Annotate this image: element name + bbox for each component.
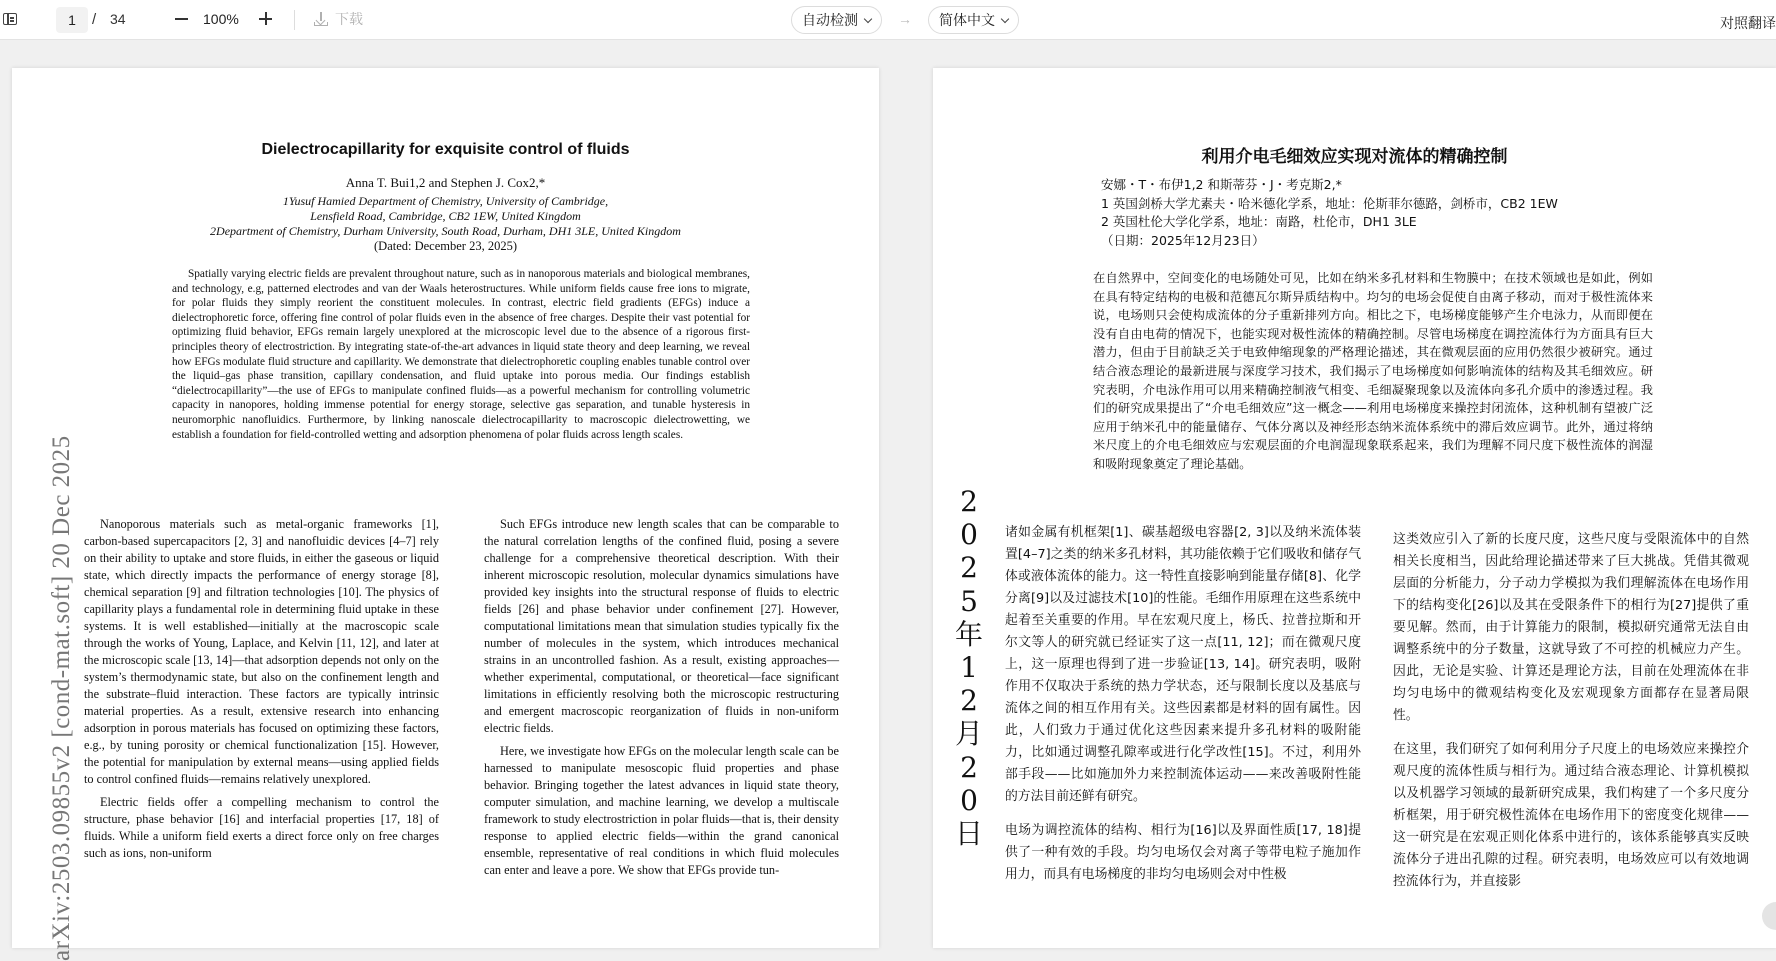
date-char: 2 — [960, 684, 978, 718]
paragraph: 诸如金属有机框架[1]、碳基超级电容器[2, 3]以及纳米流体装置[4–7]之类的纳米多孔材料，其功能依赖于它们吸收和储存气体或液体流体的能力。这一特性直接影响到能量存储[8]、化学分离[9]以及过滤技术[10]的性能。毛细作用原理在这些系统中起着至关重要的作用。早在宏观尺度上，杨氏、拉普拉斯和开尔文等人的研究就已经证实了这一点[11, 12]；而在微观尺度上，这一原理也得到了进一步验证[13, 14]。研究表明，吸附作用不仅取决于系统的热力学状态，还与限制长度以及基底与流体之间的相互作用有关。这些因素都是材料的固有属性。因此，人们致力于通过优化这些因素来提升多孔材料的吸附能力，比如通过调整孔隙率或进行化学改性[15]。不过，利用外部手段——比如施加外力来控制流体运动——来改善吸附性能的方法目前还鲜有研究。 — [1005, 525, 1361, 804]
affiliation-2: 2Department of Chemistry, Durham University, South Road, Durham, DH1 3LE, United Kingdom — [210, 224, 681, 238]
total-pages: 34 — [110, 11, 126, 27]
translated-authors: 安娜・T・布伊1,2 和斯蒂芬・J・考克斯2,* — [1101, 177, 1342, 192]
target-language-select[interactable] — [928, 6, 1019, 34]
arxiv-stamp: arXiv:2503.09855v2 [cond-mat.soft] 20 Dec 2025 — [48, 435, 75, 961]
download-button[interactable] — [313, 8, 363, 30]
pdf-toolbar — [0, 0, 1776, 40]
date-char: 0 — [960, 518, 978, 552]
translated-affiliation-1: 1 英国剑桥大学尤素夫・哈米德化学系，地址：伦斯菲尔德路，剑桥市，CB2 1EW — [1101, 195, 1558, 211]
affiliation-1-line-1: 1Yusuf Hamied Department of Chemistry, University of Cambridge, — [282, 194, 609, 208]
chevron-down-icon — [1001, 14, 1009, 22]
paper-authors: Anna T. Bui1,2 and Stephen J. Cox2,* — [345, 175, 546, 190]
date-char: 2 — [960, 485, 978, 518]
date-char: 5 — [960, 584, 978, 618]
translated-page — [933, 68, 1776, 948]
arrow-right-icon: → — [898, 11, 912, 27]
zoom-in-icon[interactable] — [256, 9, 276, 29]
paragraph: 这类效应引入了新的长度尺度，这些尺度与受限流体中的自然相关长度相当，因此给理论描述带来了巨大挑战。凭借其微观层面的分析能力，分子动力学模拟为我们理解流体在电场作用下的结构变化[26]以及其在受限条件下的相行为[27]提供了重要见解。然而，由于计算能力的限制，模拟研究通常无法自由调整系统中的分子数量，这就导致了不可控的机械应力产生。因此，无论是实验、计算还是理论方法，目前在处理流体在非均匀电场中的微观结构变化及宏观现象方面都存在显著局限性。 — [1393, 532, 1749, 723]
affiliation-1-line-2: Lensfield Road, Cambridge, CB2 1EW, United Kingdom — [310, 209, 581, 223]
compare-translation-button[interactable]: 对照翻译 — [1720, 15, 1776, 31]
source-language-select[interactable] — [791, 6, 882, 34]
date-char: 1 — [960, 651, 978, 685]
abstract: Spatially varying electric fields are prevalent throughout nature, such as in nanoporous materials and biological membranes, and technology, e.g, patterned electrodes and van der Waals heterostructures. While uniform fields cause free ions to migrate, for polar fluids they simply reorient the constituent molecules. In contrast, electric field gradients (EFGs) induce a dielectrophoretic force, offering fine control of polar fluids even in the absence of free charges. Despite their vast potential for optimizing fluid behavior, EFGs remain largely unexplored at the microscopic level due to the absence of a rigorous first-principles theory of electrostriction. By integrating state-of-the-art advances in liquid state theory and deep learning, we reveal how EFGs modulate fluid structure and capillarity. We demonstrate that dielectrophoretic coupling enables tunable control over the liquid–gas phase transition, capillary condensation, and fluid uptake into porous media. Our findings establish “dielectrocapillarity”—the use of EFGs to manipulate confined fluids—as a powerful mechanism for controlling volumetric capacity in nanopores, holding immense potential for energy storage, selective gas separation, and tunable hysteresis in neuromorphic nanofluidics. Furthermore, by linking nanoscale dielectrocapillarity to macroscopic dielectrowetting, we establish a foundation for field-controlled wetting and adsorption phenomena of polar fluids across length scales. — [172, 268, 750, 441]
paragraph: 在这里，我们研究了如何利用分子尺度上的电场效应来操控介观尺度的流体性质与相行为。通过结合液态理论、计算机模拟以及机器学习领域的最新研究成果，我们构建了一个多尺度分析框架，用于研究极性流体在电场作用下的密度变化规律——这一研究是在宏观正则化体系中进行的，该体系能够真实反映流体分子进出孔隙的过程。研究表明，电场效应可以有效地调控流体行为，并直接影 — [1393, 742, 1749, 889]
chevron-down-icon — [864, 14, 872, 22]
translated-title: 利用介电毛细效应实现对流体的精确控制 — [1201, 147, 1508, 167]
download-label: 下载 — [335, 11, 363, 27]
zoom-out-icon[interactable] — [172, 9, 192, 29]
text-column-2 — [484, 516, 839, 885]
translated-date: （日期：2025年12月23日） — [1101, 232, 1265, 248]
target-language-label: 简体中文 — [939, 12, 995, 28]
sidebar-toggle-icon[interactable] — [3, 13, 17, 25]
paper-title: Dielectrocapillarity for exquisite control of fluids — [261, 141, 630, 158]
date-char: 日 — [954, 817, 983, 851]
toolbar-divider — [294, 10, 295, 30]
translated-column-2 — [1393, 529, 1749, 905]
translated-affiliation-2: 2 英国杜伦大学化学系，地址：南路，杜伦市，DH1 3LE — [1101, 214, 1417, 230]
date-char: 2 — [960, 750, 978, 784]
text-column-1 — [84, 516, 439, 868]
paragraph: Here, we investigate how EFGs on the molecular length scale can be harnessed to manipulate mesoscopic fluid properties and phase behavior. Bringing together the latest advances in liquid state theory, computer simulation, and machine learning, we develop a multiscale framework to study electrostriction in polar fluids—that is, their density response to applied electric fields—within the grand canonical ensemble, representative of real conditions in which fluid molecules can enter and leave a pore. We show that EFGs provide tun- — [484, 744, 839, 877]
vertical-date-stamp — [953, 485, 985, 850]
source-language-label: 自动检测 — [802, 12, 858, 28]
date-char: 0 — [960, 783, 978, 817]
download-icon — [313, 11, 329, 27]
current-page-input[interactable]: 1 — [56, 7, 88, 33]
zoom-level[interactable]: 100% — [203, 11, 239, 27]
paragraph: Electric fields offer a compelling mechanism to control the structure, phase behavior [16] and interfacial properties [17, 18] of fluids. While a uniform field exerts a direct force only on free charges such as ions, non-uniform — [84, 795, 439, 860]
translated-abstract: 在自然界中，空间变化的电场随处可见，比如在纳米多孔材料和生物膜中；在技术领域也是如此，例如在具有特定结构的电极和范德瓦尔斯异质结构中。均匀的电场会促使自由离子移动，而对于极性流体来说，电场则只会使构成流体的分子重新排列方向。相比之下，电场梯度能够产生介电泳力，从而即便在没有自由电荷的情况下，也能实现对极性流体的精确控制。尽管电场梯度在调控流体行为方面具有巨大潜力，但由于目前缺乏关于电致伸缩现象的严格理论描述，其在微观层面的应用仍然很少被研究。通过结合液态理论的最新进展与深度学习技术，我们揭示了电场梯度如何影响流体的结构及其毛细效应。研究表明，介电泳作用可以用来精确控制液气相变、毛细凝聚现象以及流体向多孔介质中的渗透过程。我们的研究成果提出了“介电毛细效应”这一概念——利用电场梯度来操控封闭流体，这种机制有望被广泛应用于纳米孔中的能量储存、气体分离以及神经形态纳米流体系统中的滞后效应调节。此外，通过将纳米尺度上的介电毛细效应与宏观层面的介电润湿现象联系起来，我们为理解不同尺度下极性流体的润湿和吸附现象奠定了理论基础。 — [1093, 271, 1653, 471]
page-separator: / — [92, 11, 97, 28]
paragraph: Nanoporous materials such as metal-organic frameworks [1], carbon-based supercapacitors [2, 3] and nanofluidic devices [4–7] rely on their ability to uptake and store fluids, in either the gaseous or liquid state, which directly impacts the performance of energy storage [8], chemical separation [9] and filtration technologies [10]. The physics of capillarity plays a fundamental role in determining fluid uptake in these systems. It is well established—initially at the macroscopic scale through the works of Young, Laplace, and Kelvin [11, 12], and later at the microscopic scale [13, 14]—that adsorption depends not only on the system’s thermodynamic state, but also on the confinement length and the substrate–fluid interaction. These factors are typically intrinsic material properties. As a result, extensive research into enhancing adsorption in porous materials has focused on optimizing these factors, e.g., by tuning porosity or chemical functionalization [15]. However, the potential for manipulation by external means—using applied fields to control confined fluids—remains relatively unexplored. — [84, 517, 439, 786]
translated-authors-block — [1101, 176, 1558, 250]
paragraph: Such EFGs introduce new length scales that can be comparable to the natural correlation lengths of the confined fluid, posing a severe challenge for a comprehensive theoretical description. With their inherent microscopic resolution, molecular dynamics simulations have provided key insights into the structural response of fluids to electric fields [26] and phase behavior under confinement [27]. However, computational limitations mean that simulation studies typically fix the number of molecules in the system, which introduces mechanical strains in an uncontrolled fashion. As a result, existing approaches—whether experimental, computational, or theoretical—face significant limitations in efficiently resolving both the microscopic restructuring and emergent macroscopic reorganization of fluids in non-uniform electric fields. — [484, 517, 839, 735]
paragraph: 电场为调控流体的结构、相行为[16]以及界面性质[17, 18]提供了一种有效的手段。均匀电场仅会对离子等带电粒子施加作用力，而具有电场梯度的非均匀电场则会对中性极 — [1005, 823, 1361, 882]
original-page — [12, 68, 879, 948]
document-viewer[interactable] — [0, 40, 1776, 961]
translated-column-1 — [1005, 522, 1361, 898]
date-char: 年 — [954, 617, 983, 651]
paper-date: (Dated: December 23, 2025) — [374, 239, 517, 253]
date-char: 月 — [954, 717, 983, 751]
date-char: 2 — [960, 551, 978, 585]
